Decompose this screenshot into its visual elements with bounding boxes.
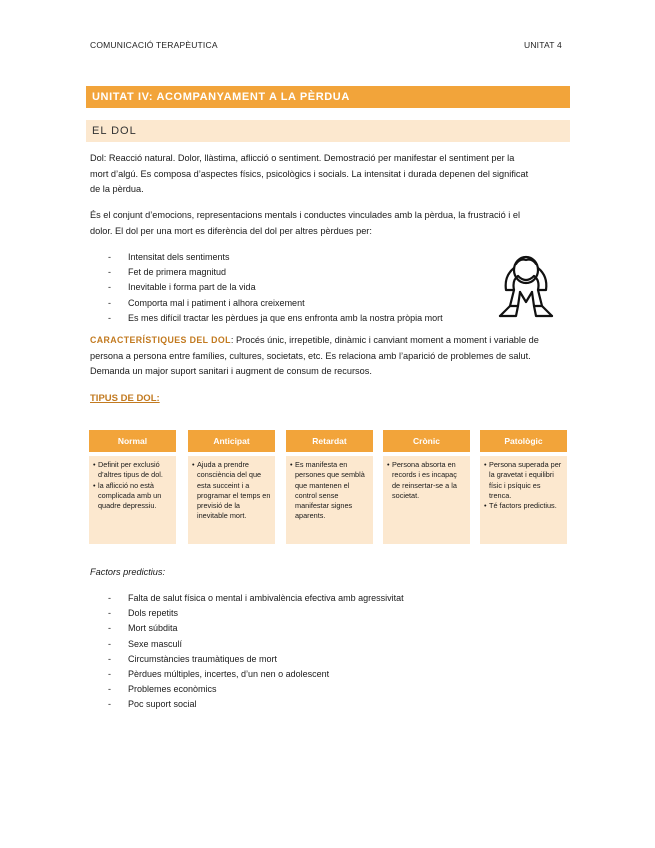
type-body bbox=[89, 456, 176, 544]
list-item: - Dols repetits bbox=[108, 608, 179, 619]
text-line: CARACTERÍSTIQUES DEL DOL: Procés únic, irrepetible, dinàmic i canviant moment a moment i variable de bbox=[90, 335, 539, 345]
list-item: • Persona superada per la gravetat i equilibri físic i psíquic es trenca. bbox=[485, 460, 563, 501]
type-card-anticipat bbox=[188, 430, 275, 544]
paragraph-emotions bbox=[90, 208, 564, 239]
list-item: - Falta de salut física o mental i ambivalència efectiva amb agressivitat bbox=[108, 593, 404, 603]
list-item: - Mort súbdita bbox=[108, 623, 178, 634]
type-card-cronic bbox=[383, 430, 470, 544]
list-item: - Problemes econòmics bbox=[108, 684, 217, 695]
list-item: - Es mes difícil tractar les pèrdues ja que ens enfronta amb la nostra pròpia mort bbox=[108, 312, 443, 323]
text-line: de la pèrdua. bbox=[90, 184, 144, 194]
type-body bbox=[383, 456, 470, 544]
characteristics-label: CARACTERÍSTIQUES DEL DOL bbox=[90, 335, 231, 345]
list-item: • la aflicció no està complicada amb un quadre depressiu. bbox=[94, 481, 172, 512]
type-header: Retardat bbox=[286, 430, 373, 452]
list-item: • Té factors predictius. bbox=[485, 501, 563, 511]
list-item: - Intensitat dels sentiments bbox=[108, 252, 230, 262]
header-right: UNITAT 4 bbox=[524, 40, 562, 50]
list-item: - Comporta mal i patiment i alhora creixement bbox=[108, 297, 305, 308]
section-title: EL DOL bbox=[86, 120, 570, 142]
text-line: persona a persona entre famílies, cultures, societats, etc. Es relaciona amb l’aparició de problemes de salut. bbox=[90, 350, 531, 361]
text-line: mort d’algú. Es composa d’aspectes físics, psicològics i socials. La intensitat i durada depenen del significat bbox=[90, 168, 529, 179]
text-line: És el conjunt d’emocions, representacions mentals i conductes vinculades amb la pèrdua, la frustració i el bbox=[90, 210, 520, 220]
list-item: • Ajuda a prendre consciència del que esta succeint i a programar el temps en previsió de la inevitable mort. bbox=[193, 460, 271, 522]
type-header: Anticipat bbox=[188, 430, 275, 452]
list-item: - Sexe masculí bbox=[108, 638, 183, 649]
text-line: Dol: Reacció natural. Dolor, llàstima, aflicció o sentiment. Demostració per manifestar el sentiment per la bbox=[90, 153, 515, 163]
list-item: • Es manifesta en persones que semblà que mantenen el control sense manifestar signes aparents. bbox=[291, 460, 369, 522]
text-line: dolor. El dol per una mort es diferència del dol per altres pèrdues per: bbox=[90, 225, 372, 236]
list-item: - Circumstàncies traumàtiques de mort bbox=[108, 653, 278, 664]
dol-bullet-list bbox=[108, 250, 443, 326]
list-item: - Pèrdues múltiples, incertes, d’un nen o adolescent bbox=[108, 669, 330, 680]
grieving-person-icon bbox=[494, 254, 558, 320]
factors-list bbox=[108, 591, 404, 713]
types-heading: TIPUS DE DOL: bbox=[90, 393, 160, 404]
list-item: • Definit per exclusió d’altres tipus de dol. bbox=[94, 460, 172, 481]
list-item: • Persona absorta en records i es incapaç de reinsertar-se a la societat. bbox=[388, 460, 466, 501]
type-header: Patològic bbox=[480, 430, 567, 452]
header-left: COMUNICACIÓ TERAPÈUTICA bbox=[90, 40, 218, 50]
type-header: Crònic bbox=[383, 430, 470, 452]
type-header: Normal bbox=[89, 430, 176, 452]
type-card-retardat bbox=[286, 430, 373, 544]
list-item: - Inevitable i forma part de la vida bbox=[108, 282, 256, 293]
unit-title: UNITAT IV: ACOMPANYAMENT A LA PÈRDUA bbox=[86, 86, 570, 108]
list-item: - Poc suport social bbox=[108, 699, 197, 710]
type-card-normal bbox=[89, 430, 176, 544]
list-item: - Fet de primera magnitud bbox=[108, 267, 227, 278]
type-body bbox=[286, 456, 373, 544]
text-line: Demanda un major suport sanitari i augment de consum de recursos. bbox=[90, 366, 372, 376]
type-body bbox=[480, 456, 567, 544]
paragraph-characteristics bbox=[90, 333, 564, 380]
paragraph-definition bbox=[90, 151, 564, 198]
type-card-patologic bbox=[480, 430, 567, 544]
type-body bbox=[188, 456, 275, 544]
factors-title: Factors predictius: bbox=[90, 567, 166, 577]
